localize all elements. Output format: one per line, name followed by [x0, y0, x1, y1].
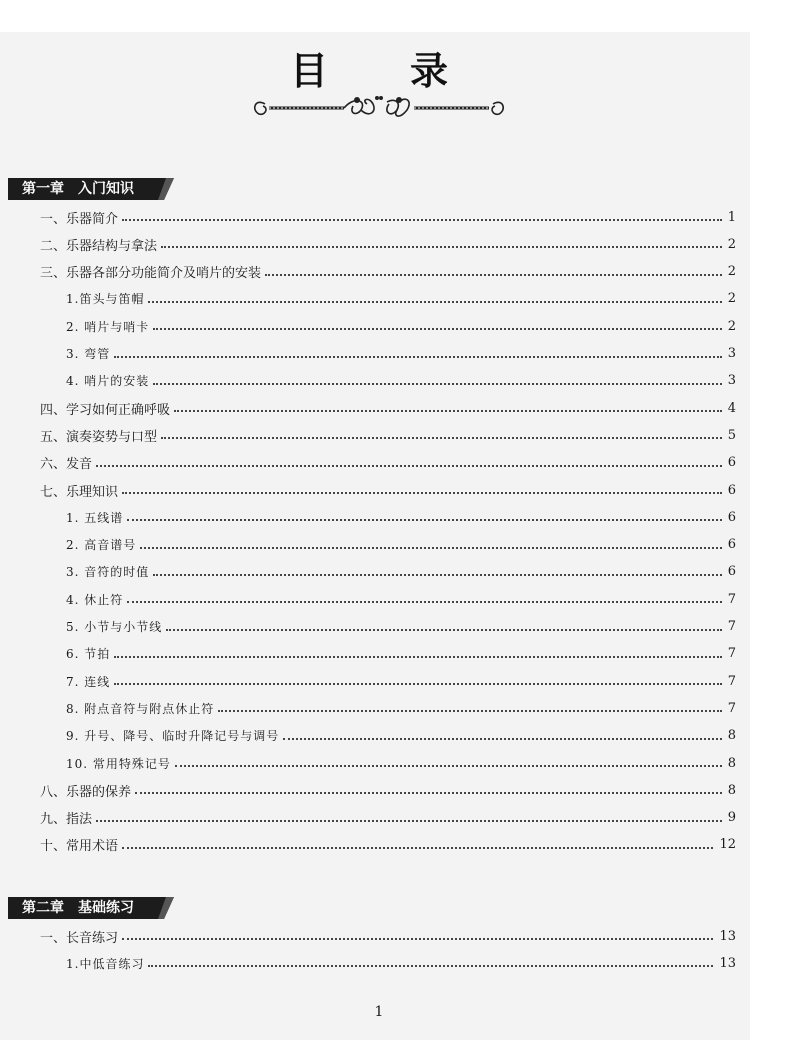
toc-entry[interactable] — [66, 752, 736, 774]
toc-entry-title: 1. 五线谱 — [66, 510, 124, 525]
dot-leader — [153, 328, 721, 330]
toc-entry-title: 七、乐理知识 — [40, 484, 119, 500]
dot-leader — [218, 710, 721, 712]
toc-entry[interactable] — [66, 643, 736, 665]
toc-entry-title: 三、乐器各部分功能简介及哨片的安装 — [40, 266, 262, 282]
toc-entry-page: 13 — [719, 955, 736, 971]
toc-entry-page: 7 — [727, 619, 736, 634]
dot-leader — [153, 383, 721, 385]
toc-entry-page: 2 — [727, 291, 736, 307]
chapter-title: 第二章 基础练习 — [22, 900, 134, 916]
toc-entry-page: 3 — [727, 346, 736, 361]
toc-entry[interactable] — [66, 588, 736, 610]
dot-leader — [114, 683, 721, 685]
dot-leader — [153, 574, 721, 576]
dot-leader — [283, 738, 721, 740]
toc-entry-page: 2 — [727, 264, 736, 280]
chapter-heading — [8, 897, 174, 919]
toc-entry[interactable] — [40, 925, 736, 947]
dot-leader — [122, 938, 713, 940]
dot-leader — [122, 219, 722, 221]
toc-entry-page: 6 — [727, 537, 736, 553]
chapter-band — [8, 178, 174, 200]
toc-entry[interactable] — [66, 697, 736, 719]
toc-entry[interactable] — [40, 807, 736, 829]
toc-entry-title: 3. 音符的时值 — [66, 565, 150, 580]
dot-leader — [96, 465, 722, 467]
toc-entry-page: 2 — [727, 236, 736, 252]
chapter-band — [8, 897, 174, 919]
toc-entry-page: 12 — [719, 837, 736, 853]
toc-entry-page: 7 — [727, 646, 736, 662]
toc-entry-page: 2 — [727, 318, 736, 334]
toc-entry-title: 1.笛头与笛帽 — [66, 292, 145, 307]
dot-leader — [114, 656, 721, 658]
dot-leader — [96, 820, 722, 822]
toc-entry-title: 九、指法 — [40, 812, 93, 828]
dot-leader — [161, 246, 722, 248]
toc-entry[interactable] — [66, 343, 736, 365]
toc-entry-title: 五、演奏姿势与口型 — [40, 429, 158, 445]
toc-entry-page: 8 — [727, 728, 736, 744]
toc-entry[interactable] — [66, 952, 736, 974]
dot-leader — [175, 765, 722, 767]
toc-entry-title: 9. 升号、降号、临时升降记号与调号 — [66, 729, 280, 744]
toc-entry-page: 7 — [727, 673, 736, 689]
toc-entry-page: 3 — [727, 373, 736, 389]
toc-entry[interactable] — [66, 725, 736, 747]
toc-entry[interactable] — [66, 670, 736, 692]
toc-entry-page: 5 — [727, 427, 736, 443]
toc-entry-page: 8 — [727, 755, 736, 771]
toc-entry-title: 十、常用术语 — [40, 839, 119, 855]
toc-entry-page: 7 — [727, 700, 736, 716]
toc-entry-title: 7. 连线 — [66, 674, 111, 689]
chapter-heading — [8, 178, 174, 200]
toc-entry-page: 1 — [727, 209, 736, 225]
dot-leader — [148, 965, 713, 967]
toc-entry-title: 二、乐器结构与拿法 — [40, 238, 158, 254]
toc-entry-title: 6. 节拍 — [66, 647, 111, 662]
toc-entry[interactable] — [40, 261, 736, 283]
toc-entry[interactable] — [66, 616, 736, 638]
toc-entry[interactable] — [66, 534, 736, 556]
dot-leader — [161, 437, 722, 439]
toc-entry[interactable] — [40, 779, 736, 801]
toc-entry-title: 10. 常用特殊记号 — [66, 756, 171, 771]
toc-entry[interactable] — [66, 370, 736, 392]
ornament-divider-icon — [249, 92, 509, 122]
toc-entry-page: 6 — [727, 509, 736, 525]
chapter-title: 第一章 入门知识 — [22, 181, 134, 197]
toc-entry-title: 1.中低音练习 — [66, 956, 145, 971]
dot-leader — [135, 792, 722, 794]
toc-entry-page: 9 — [727, 810, 736, 826]
toc-entry[interactable] — [40, 834, 736, 856]
toc-entry[interactable] — [40, 397, 736, 419]
toc-entry-title: 2. 哨片与哨卡 — [66, 319, 150, 334]
toc-entry[interactable] — [66, 506, 736, 528]
toc-entry[interactable] — [40, 452, 736, 474]
toc-entry-title: 八、乐器的保养 — [40, 784, 132, 800]
toc-entry-page: 4 — [727, 400, 736, 416]
toc-entry[interactable] — [66, 315, 736, 337]
toc-entry[interactable] — [40, 206, 736, 228]
toc-entry-page: 7 — [727, 591, 736, 607]
dot-leader — [148, 301, 721, 303]
toc-entry-title: 4. 哨片的安装 — [66, 374, 150, 389]
dot-leader — [127, 601, 721, 603]
toc-entry-title: 六、发音 — [40, 457, 93, 473]
toc-entry-title: 一、乐器简介 — [40, 211, 119, 227]
toc-entry-page: 6 — [727, 455, 736, 471]
toc-entry[interactable] — [66, 288, 736, 310]
toc-entry-title: 4. 休止符 — [66, 592, 124, 607]
dot-leader — [127, 519, 721, 521]
toc-entry-page: 6 — [727, 564, 736, 580]
dot-leader — [122, 492, 722, 494]
dot-leader — [114, 356, 721, 358]
toc-entry-title: 3. 弯管 — [66, 347, 111, 361]
toc-entry[interactable] — [40, 424, 736, 446]
toc-entry-page: 8 — [727, 782, 736, 798]
toc-entry-title: 2. 高音谱号 — [66, 538, 137, 553]
toc-entry-title: 四、学习如何正确呼吸 — [40, 402, 171, 418]
toc-entry[interactable] — [40, 233, 736, 255]
toc-entry-title: 5. 小节与小节线 — [66, 620, 163, 634]
toc-entry[interactable] — [40, 479, 736, 501]
dot-leader — [166, 629, 721, 631]
toc-entry-page: 13 — [719, 928, 736, 944]
toc-entry-page: 6 — [727, 482, 736, 498]
page-number: 1 — [374, 1004, 384, 1020]
dot-leader — [265, 274, 722, 276]
dot-leader — [122, 847, 713, 849]
toc-entry-title: 一、长音练习 — [40, 930, 119, 946]
dot-leader — [140, 547, 721, 549]
toc-entry[interactable] — [66, 561, 736, 583]
page-title: 目 录 — [289, 49, 470, 93]
dot-leader — [174, 410, 722, 412]
toc-entry-title: 8. 附点音符与附点休止符 — [66, 701, 215, 716]
